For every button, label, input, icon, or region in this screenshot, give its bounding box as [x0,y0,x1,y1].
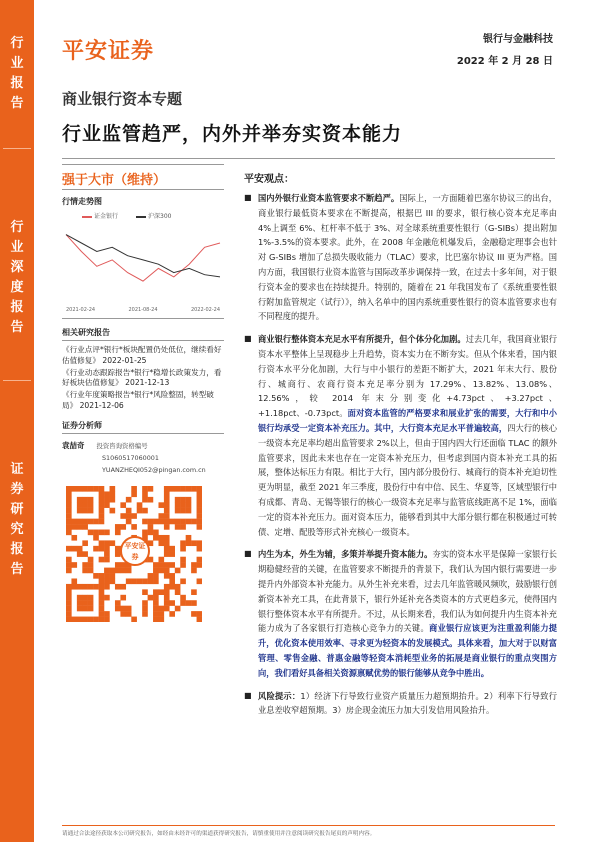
title-area [62,88,402,146]
paragraph-text: 过去几年，我国商业银行资本水平整体上呈现稳步上升趋势，资本实力在不断夯实。但从个体来看，国内银行资本水平分化加剧，大行与中小银行的差距不断扩大，2021 年末大行、股份行、城商行、农商行资本充足率分别为 17.29%、13.82%、13.08%、12.56%，较 2014 年末分别变化+4.73pct、+3.27pct、+1.18pct、-0.73pct。 [258,334,558,419]
bullet-icon: ■ [244,690,252,700]
chart-legend [62,211,224,220]
paragraph-lead: 国内外银行业资本监管要求不断趋严。 [258,193,400,203]
footer-disclaimer: 请通过合法途径获取本公司研究报告，如经由未经许可的渠道获得研究报告，请慎重使用并注意阅读研究报告尾页的声明内容。 [62,831,376,837]
chart-series-line [66,235,220,282]
related-report-item[interactable]: 《行业点评*银行*板块配置仍处低位，继续看好估值修复》 2022-01-25 [62,345,222,365]
chart-title: 行情走势图 [62,197,102,206]
brand-logo: 平安证券 [62,39,155,64]
analyst-email[interactable]: YUANZHEQI052@pingan.com.cn [102,465,206,474]
qr-badge-logo: 平安证券 [120,536,150,566]
legend-item-bank: 证金银行 [82,211,118,220]
paragraph-lead: 内生为本，外生为辅，多策并举提升资本能力。 [258,549,433,560]
related-report-item[interactable]: 《行业动态跟踪报告*银行*稳增长政策发力，看好板块估值修复》 2021-12-13 [62,367,222,388]
bullet-icon: ■ [244,334,252,344]
header-meta [457,29,553,73]
report-date: 2022 年 2 月 28 日 [456,56,553,67]
paragraph-text: 国际上，一方面随着巴塞尔协议三的出台，商业银行最低资本要求在不断提高，根据巴 III 的要求，银行核心资本充足率由 4%上调至 6%、杠杆率不低于 3%、对全球系统重要性银行（G-SIBs）提出附加 1%-3.5%的资本要求。此外，在 2008 年金融危机爆发后，金融稳定理事会也针对 G-SIBs 增加了总损失吸收能力（TLAC）要求，比巴塞尔协议 III 更为严格。国内方面，我国银行业资本监管与国际改革步调保持一致，在过去十多年间，对于银行资本金的要求也在持续提升。特别的，随着在 21 年我国发布了《系统重要性银行附加监管规定（试行）》，纳入名单中的国内系统重要性银行的资本监管要求也有不同程度的提升。 [258,193,558,322]
paragraph-text: 夯实的资本水平是保障一家银行长期稳健经营的关键，在监管要求不断提升的背景下，我们认为国内银行需要进一步提升内外部资本补充能力。从外生补充来看，过去几年监管暖风频吹，鼓励银行创新资本补充工具，在此背景下，银行外延补充各类资本的方式更趋多元，使得国内银行整体资本水平有所提升。不过，从长期来看，我们认为如何提升内生资本补充能力成为了各家银行打造核心竞争力的关键。 [258,549,558,634]
chart-plot [62,220,224,316]
sidebar-divider [3,148,31,149]
industry-label: 银行与金融科技 [483,34,553,45]
sidebar [0,0,34,842]
report-topic: 商业银行资本专题 [62,90,183,108]
viewpoint-paragraph [244,547,557,680]
related-reports-heading: 相关研究报告 [62,327,224,341]
report-headline: 行业监管趋严，内外并举夯实资本能力 [62,123,403,145]
chart-x-tick-label: 2021-02-24 [66,307,96,313]
paragraph-text: 1）经济下行导致行业资产质量压力超预期抬升。2）利率下行导致行业息差收窄超预期。3）房企现金流压力加大引发信用风险抬升。 [258,690,558,716]
sidebar-divider [3,380,31,381]
risk-warning [244,689,557,719]
chart-x-tick-label: 2022-02-24 [190,307,220,313]
sidebar-label-securities-research: 证 券 研 究 报 告 [10,462,24,577]
sidebar-label-industry-report: 行 业 报 告 [10,36,24,111]
related-reports-list [62,345,224,412]
left-column [62,164,224,622]
bullet-icon: ■ [244,193,252,202]
sidebar-label-depth-report: 行 业 深 度 报 告 [10,220,24,335]
analyst-title: 投资咨询资格编号 [96,441,148,450]
paragraph-highlight: 面对资本监管的严格要求和展业扩张的需要，大行和中小银行均承受一定资本补充压力。其中，大行资本充足水平普遍较高， [258,408,557,433]
paragraph-text: 四大行的核心一级资本充足率均超出监管要求 2%以上，但由于国内四大行还面临 TLAC 的额外监管要求，因此未来也存在一定资本补充压力，但考虑到国内资本补充工具的拓展，整体达标压力有限。相比于大行，国内部分股份行、城商行的资本补充迫切性更为明显，截至 2021 年三季度，股份行中有中信、民生、华夏等，区域型银行中有成都、青岛、无锡等银行的核心一级资本充足率与监管底线距离不足 1%，面临一定的资本补充压力。面对资本压力，能够看到其中大部分银行都在积极通过可转债、定增、配股等形式补充核心一级资本。 [258,422,558,537]
analyst-info [62,440,224,476]
qr-code[interactable] [66,486,202,622]
price-chart [62,211,224,319]
chart-x-tick-label: 2021-08-24 [128,307,158,313]
analyst-heading: 证券分析师 [62,420,224,434]
analyst-name: 袁喆奇 [62,440,85,450]
related-report-item[interactable]: 《行业年度策略报告*银行*风险整固，转型破局》 2021-12-06 [62,390,214,410]
viewpoint-paragraph [244,191,557,324]
title-divider [62,158,555,159]
paragraph-lead: 商业银行整体资本充足水平有所提升，但个体分化加剧。 [258,334,466,345]
legend-item-csi300: 沪深300 [136,211,171,220]
right-column [244,170,557,718]
paragraph-highlight: 商业银行应该更为注重盈利能力提升，优化资本使用效率、寻求更为轻资本的发展模式。具体来看，加大对于以财富管理、零售金融、普惠金融等轻资本消耗型业务的拓展是商业银行的重点突围方向，我们看好具备相关资源禀赋优势的银行能够从竞争中胜出。 [258,623,558,678]
rating-box [62,164,224,190]
bullet-icon: ■ [244,549,252,559]
paragraph-lead: 风险提示： [258,690,301,701]
viewpoint-heading: 平安观点： [244,174,294,185]
viewpoint-paragraph [244,332,557,539]
footer-divider [62,825,555,826]
rating-label: 强于大市（维持） [62,173,167,188]
analyst-id: S1060517060001 [102,453,159,462]
